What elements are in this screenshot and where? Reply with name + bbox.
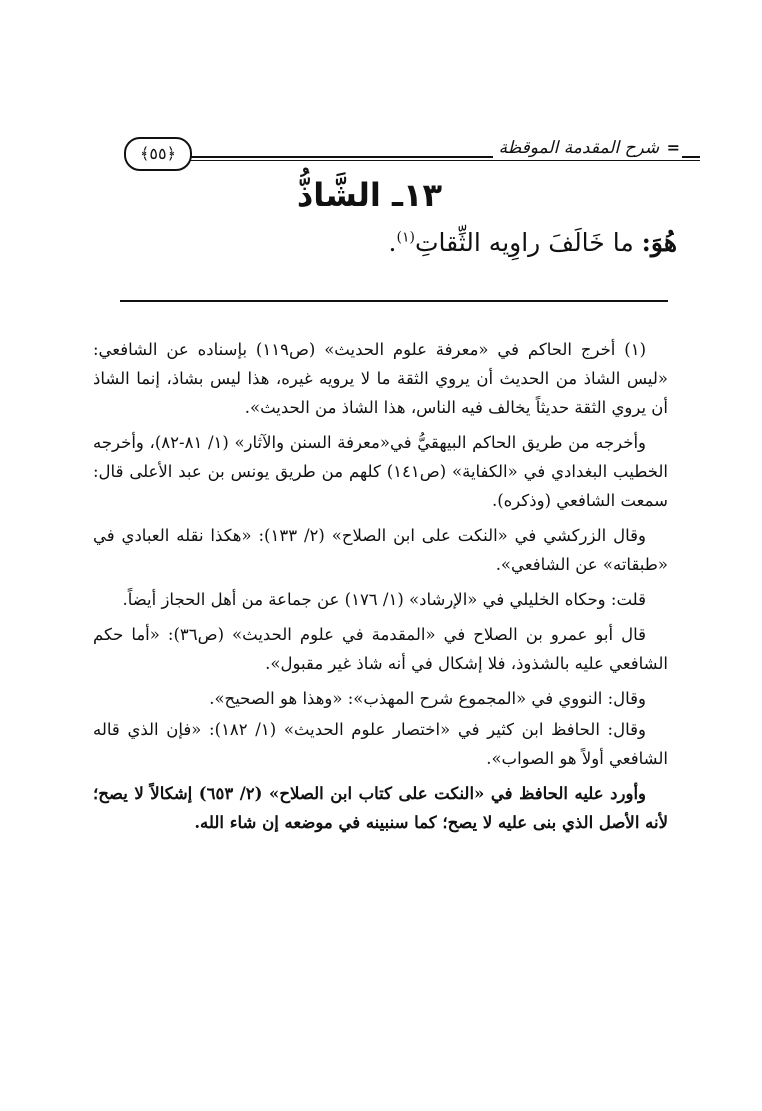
running-title-text: شرح المقدمة الموقظة — [498, 138, 660, 158]
definition-line — [389, 228, 677, 257]
definition-end: . — [388, 228, 397, 257]
definition-term: هُوَ: — [641, 228, 677, 257]
footnote-marker: (١) — [396, 229, 415, 246]
running-title — [493, 138, 682, 158]
footnote-paragraph: وأورد عليه الحافظ في «النكت على كتاب ابن الصلاح» (٢/ ٦٥٣) إشكالاً لا يصح؛ لأنه الأصل الذي بنى عليه لا يصح؛ كما سنبينه في موضعه إن شاء الله. — [93, 784, 668, 832]
footnote-paragraph: وقال: النووي في «المجموع شرح المهذب»: «وهذا هو الصحيح». — [209, 689, 646, 708]
running-title-lead: = — [666, 138, 680, 157]
footnote-paragraph: قال أبو عمرو بن الصلاح في «المقدمة في علوم الحديث» (ص٣٦): «أما حكم الشافعي عليه بالشذوذ، فلا إشكال في أنه شاذ غير مقبول». — [93, 625, 668, 673]
footnote-paragraph: وأخرجه من طريق الحاكم البيهقيُّ في«معرفة السنن والآثار» (١/ ٨١-٨٢)، وأخرجه الخطيب البغدادي في «الكفاية» (ص١٤١) كلهم من طريق يونس بن عبد الأعلى قال: سمعت الشافعي (وذكره). — [93, 433, 668, 510]
footnote-paragraph: قلت: وحكاه الخليلي في «الإرشاد» (١/ ١٧٦) عن جماعة من أهل الحجاز أيضاً. — [122, 590, 646, 609]
footnote-separator — [120, 300, 668, 302]
definition-text: ما خَالَفَ راوِيه الثِّقاتِ — [414, 228, 634, 257]
footnote-paragraph: وقال: الحافظ ابن كثير في «اختصار علوم الحديث» (١/ ١٨٢): «فإن الذي قاله الشافعي أولاً هو الصواب». — [93, 720, 668, 768]
footnote-paragraph: وقال الزركشي في «النكت على ابن الصلاح» (٢/ ١٣٣): «هكذا نقله العبادي في «طبقاته» عن الشافعي». — [93, 526, 668, 574]
footnote-paragraph: (١) أخرج الحاكم في «معرفة علوم الحديث» (ص١١٩) بإسناده عن الشافعي: «ليس الشاذ من الحديث أن يروي الثقة ما لا يرويه غيره، هذا ليس بشاذ، إنما الشاذ أن يروي الثقة حديثاً يخالف فيه الناس، هذا الشاذ من الحديث». — [93, 340, 668, 417]
page-number: ﴿٥٥﴾ — [124, 137, 192, 171]
footnotes — [93, 335, 668, 843]
chapter-heading: ١٣ـ الشَّاذُّ — [296, 176, 442, 214]
